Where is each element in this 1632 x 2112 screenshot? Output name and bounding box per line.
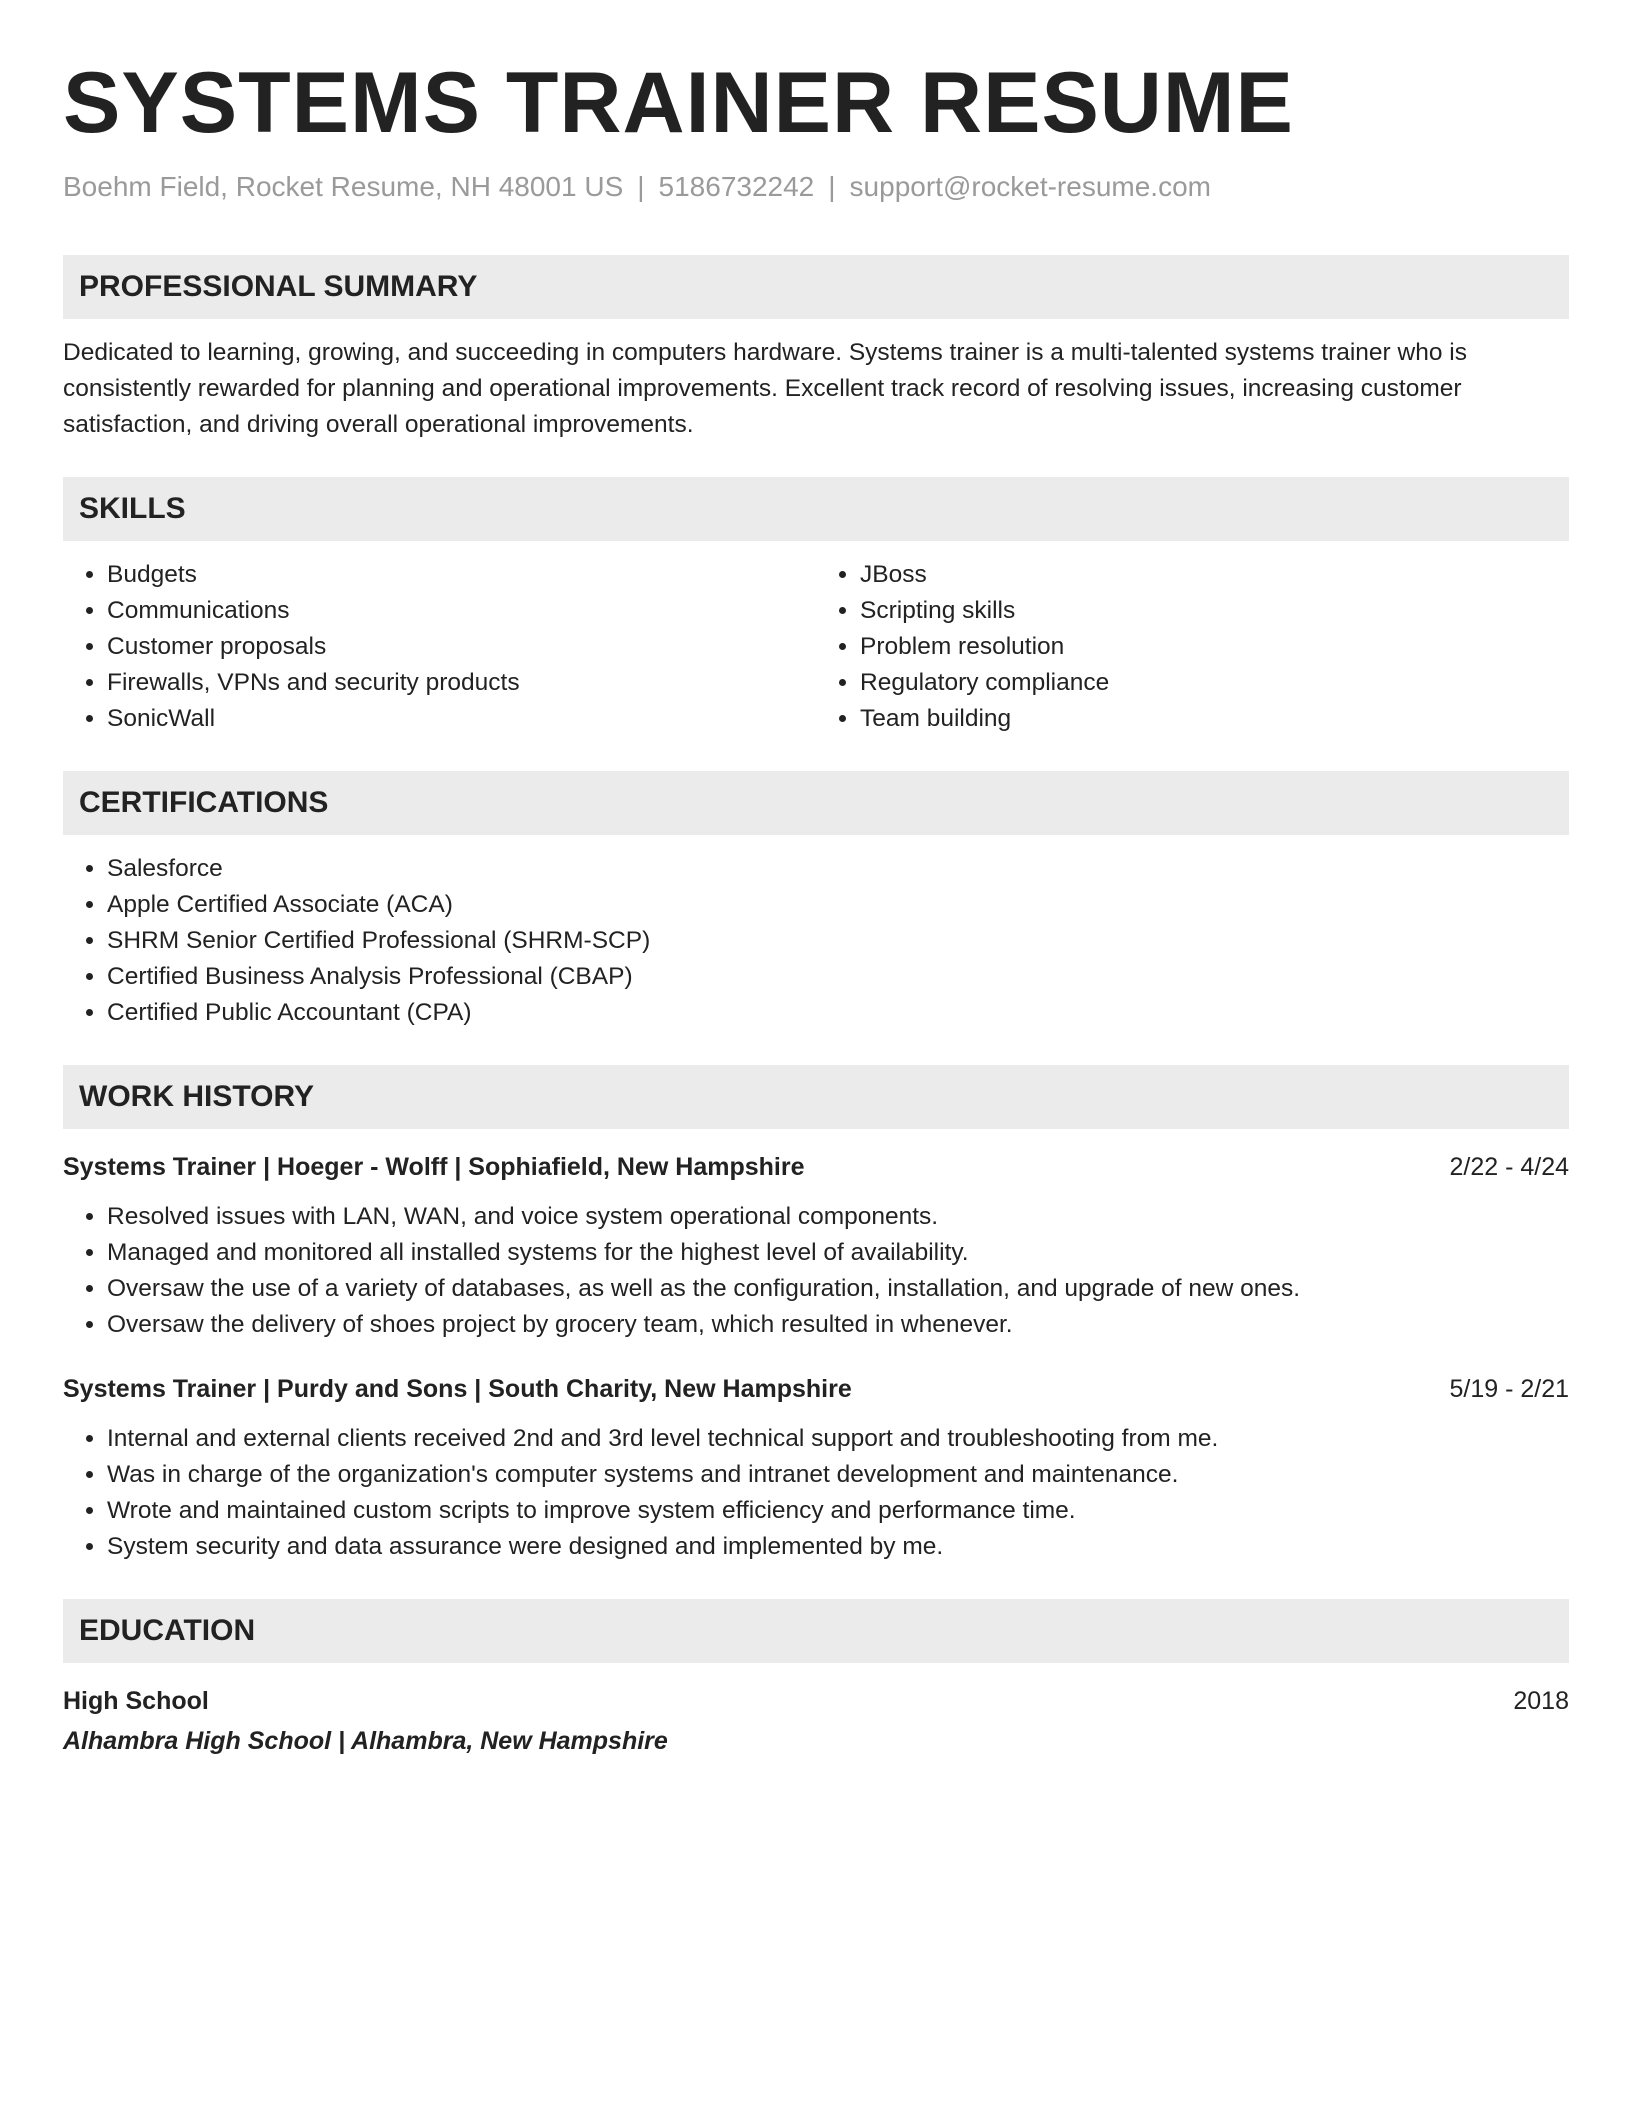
skills-columns xyxy=(63,541,1569,737)
section-heading-work-history: WORK HISTORY xyxy=(63,1065,1569,1129)
skill-item: • Team building xyxy=(860,701,1569,737)
certification-item: • SHRM Senior Certified Professional (SHRM-SCP) xyxy=(107,923,1569,959)
job-bullet: • Internal and external clients received 2nd and 3rd level technical support and troubleshooting from me. xyxy=(107,1421,1569,1457)
job-bullet: • Oversaw the delivery of shoes project by grocery team, which resulted in whenever. xyxy=(107,1307,1569,1343)
job-dates: 2/22 - 4/24 xyxy=(1449,1152,1569,1181)
skill-item: • Scripting skills xyxy=(860,593,1569,629)
page-title: SYSTEMS TRAINER RESUME xyxy=(63,55,1294,151)
education-entry xyxy=(63,1683,1569,1759)
job-bullets xyxy=(63,1421,1569,1565)
contact-line xyxy=(63,171,1569,203)
job-bullet: • Oversaw the use of a variety of databases, as well as the configuration, installation, and upgrade of new ones. xyxy=(107,1271,1569,1307)
contact-separator: | xyxy=(828,170,836,202)
job-bullet: • System security and data assurance were designed and implemented by me. xyxy=(107,1529,1569,1565)
section-heading-certifications: CERTIFICATIONS xyxy=(63,771,1569,835)
job-title: Systems Trainer | Purdy and Sons | South Charity, New Hampshire xyxy=(63,1374,852,1403)
skills-list-left xyxy=(63,557,816,737)
job-bullet: • Managed and monitored all installed systems for the highest level of availability. xyxy=(107,1235,1569,1271)
summary-text: Dedicated to learning, growing, and succeeding in computers hardware. Systems trainer is a multi-talented systems trainer who is consistently rewarded for planning and operational improvements. Excellent track record of resolving issues, increasing customer satisfaction, and driving overall operational improvements. xyxy=(63,338,1467,438)
skills-list-right xyxy=(816,557,1569,737)
job-entry xyxy=(63,1371,1569,1565)
skill-item: • JBoss xyxy=(860,557,1569,593)
contact-separator: | xyxy=(637,170,645,202)
job-header xyxy=(63,1371,1569,1407)
skill-item: • SonicWall xyxy=(107,701,816,737)
skill-item: • Regulatory compliance xyxy=(860,665,1569,701)
contact-email: support@rocket-resume.com xyxy=(849,170,1211,202)
job-entry xyxy=(63,1149,1569,1343)
education-school: Alhambra High School | Alhambra, New Hampshire xyxy=(63,1726,668,1755)
job-header xyxy=(63,1149,1569,1185)
skill-item: • Problem resolution xyxy=(860,629,1569,665)
skill-item: • Firewalls, VPNs and security products xyxy=(107,665,816,701)
contact-address: Boehm Field, Rocket Resume, NH 48001 US xyxy=(63,170,624,202)
contact-phone: 5186732242 xyxy=(658,170,815,202)
certification-item: • Certified Business Analysis Professional (CBAP) xyxy=(107,959,1569,995)
skill-item: • Communications xyxy=(107,593,816,629)
education-degree: High School xyxy=(63,1686,209,1715)
job-bullets xyxy=(63,1199,1569,1343)
certifications-list xyxy=(63,851,1569,1031)
section-heading-education: EDUCATION xyxy=(63,1599,1569,1663)
education-header xyxy=(63,1683,1569,1719)
certification-item: • Certified Public Accountant (CPA) xyxy=(107,995,1569,1031)
section-heading-summary: PROFESSIONAL SUMMARY xyxy=(63,255,1569,319)
job-title: Systems Trainer | Hoeger - Wolff | Sophiafield, New Hampshire xyxy=(63,1152,805,1181)
skill-item: • Customer proposals xyxy=(107,629,816,665)
job-dates: 5/19 - 2/21 xyxy=(1449,1374,1569,1403)
job-bullet: • Was in charge of the organization's computer systems and intranet development and maintenance. xyxy=(107,1457,1569,1493)
certification-item: • Apple Certified Associate (ACA) xyxy=(107,887,1569,923)
education-year: 2018 xyxy=(1513,1686,1569,1715)
job-bullet: • Resolved issues with LAN, WAN, and voice system operational components. xyxy=(107,1199,1569,1235)
skill-item: • Budgets xyxy=(107,557,816,593)
certification-item: • Salesforce xyxy=(107,851,1569,887)
section-heading-skills: SKILLS xyxy=(63,477,1569,541)
job-bullet: • Wrote and maintained custom scripts to improve system efficiency and performance time. xyxy=(107,1493,1569,1529)
